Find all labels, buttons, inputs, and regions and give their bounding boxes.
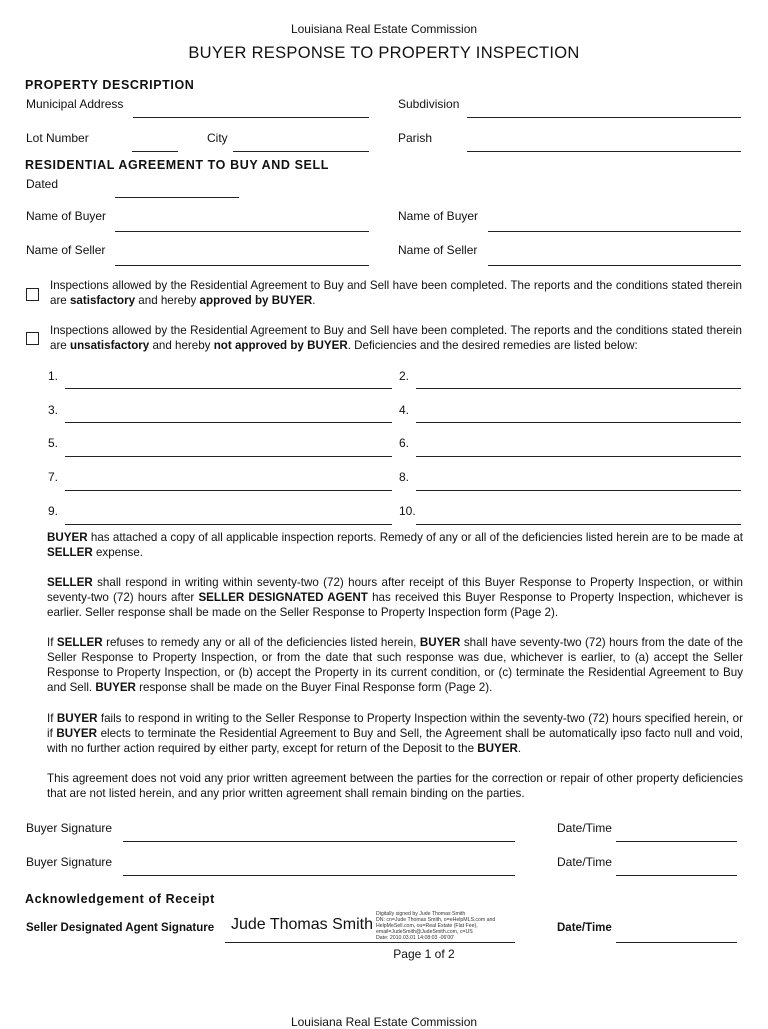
buyer-signature-field-2[interactable] <box>123 875 515 876</box>
paragraph-prior-agreement: This agreement does not void any prior written agreement between the parties for the correction or repair of other property deficiencies that are not listed herein, and any prior written agreement shall remain binding on the parties. <box>47 772 743 800</box>
satisfactory-checkbox[interactable] <box>26 288 39 301</box>
deficiency-number-4: 4. <box>399 403 410 417</box>
paragraph-buyer-reports: BUYER has attached a copy of all applicable inspection reports. Remedy of any or all of the deficiencies listed herein are to be made at SELLER expense. <box>47 531 743 559</box>
dated-field[interactable] <box>115 197 239 198</box>
paragraph-seller-refuses: If SELLER refuses to remedy any or all of the deficiencies listed herein, BUYER shall have seventy-two (72) hours from the date of the Seller Response to Property Inspection, or from the date that such response was due, whichever is earlier, to (a) accept the Seller Response to Property Inspection, or (b) accept the Property in its current condition, or (c) terminate the Residential Agreement to Buy and Sell. BUYER response shall be made on the Buyer Final Response form (Page 2). <box>47 636 743 694</box>
page-number: Page 1 of 2 <box>393 947 455 961</box>
agent-signature-label: Seller Designated Agent Signature <box>26 922 215 934</box>
seller-name-label-1: Name of Seller <box>26 243 106 257</box>
deficiency-field-3[interactable] <box>65 422 392 423</box>
paragraph-seller-response: SELLER shall respond in writing within seventy-two (72) hours after receipt of this Buyer Response to Property Inspection, or within seventy-two (72) hours after SELLER DESIGNATED AGENT has received this Buyer Response to Property Inspection, whichever is earlier. Seller response shall be made on the Seller Response to Property Inspection form (Page 2). <box>47 576 743 619</box>
digital-signature-details: Digitally signed by Jude Thomas Smith DN: cn=Jude Thomas Smith, o=eHelpMLS.com and HelpMeSell.com, ou=Real Estate (Flat Fee), email=JudeSmith@JudeSmith.com, c=US Date: 2010.03.01 14:08:03 -06'00' <box>376 911 496 941</box>
deficiency-number-1: 1. <box>48 369 59 383</box>
deficiency-field-10[interactable] <box>416 524 741 525</box>
deficiency-field-7[interactable] <box>65 490 392 491</box>
seller-name-field-1[interactable] <box>115 265 369 266</box>
buyer-signature-field-1[interactable] <box>123 841 515 842</box>
buyer-name-field-1[interactable] <box>115 231 369 232</box>
agent-datetime-label: Date/Time <box>557 922 612 934</box>
unsatisfactory-checkbox[interactable] <box>26 332 39 345</box>
parish-label: Parish <box>398 131 433 145</box>
buyer-name-field-2[interactable] <box>488 231 741 232</box>
page-title: BUYER RESPONSE TO PROPERTY INSPECTION <box>188 44 580 62</box>
lot-number-label: Lot Number <box>26 131 89 145</box>
municipal-address-label: Municipal Address <box>26 97 124 111</box>
deficiency-number-2: 2. <box>399 369 410 383</box>
buyer-signature-label-2: Buyer Signature <box>26 855 113 869</box>
deficiency-field-4[interactable] <box>416 422 741 423</box>
agency-name: Louisiana Real Estate Commission <box>290 22 478 36</box>
deficiency-field-9[interactable] <box>65 524 392 525</box>
deficiency-number-8: 8. <box>399 470 410 484</box>
municipal-address-field[interactable] <box>133 117 369 118</box>
dated-label: Dated <box>26 177 59 191</box>
deficiency-field-6[interactable] <box>416 456 741 457</box>
subdivision-label: Subdivision <box>398 97 460 111</box>
seller-name-label-2: Name of Seller <box>398 243 478 257</box>
satisfactory-statement: Inspections allowed by the Residential Agreement to Buy and Sell have been completed. The reports and the conditions stated therein are satisfactory and hereby approved by BUYER. <box>50 279 742 307</box>
agreement-section-title: RESIDENTIAL AGREEMENT TO BUY AND SELL <box>25 158 329 172</box>
deficiency-number-6: 6. <box>399 436 410 450</box>
city-field[interactable] <box>233 151 369 152</box>
deficiency-field-2[interactable] <box>416 388 741 389</box>
buyer-name-label-2: Name of Buyer <box>398 209 479 223</box>
datetime-field-1[interactable] <box>616 841 737 842</box>
deficiency-number-9: 9. <box>48 504 59 518</box>
agent-datetime-field[interactable] <box>616 942 737 943</box>
unsatisfactory-statement: Inspections allowed by the Residential Agreement to Buy and Sell have been completed. The reports and the conditions stated therein are unsatisfactory and hereby not approved by BUYER. Deficiencies and the desired remedies are listed below: <box>50 324 742 352</box>
datetime-label-1: Date/Time <box>557 821 612 835</box>
next-page-agency-name: Louisiana Real Estate Commission <box>290 1015 478 1029</box>
seller-name-field-2[interactable] <box>488 265 741 266</box>
datetime-field-2[interactable] <box>616 875 737 876</box>
digital-signature-name: Jude Thomas Smith <box>231 916 373 933</box>
deficiency-field-8[interactable] <box>416 490 741 491</box>
deficiency-number-3: 3. <box>48 403 59 417</box>
property-section-title: PROPERTY DESCRIPTION <box>25 78 195 92</box>
city-label: City <box>207 131 228 145</box>
deficiency-number-10: 10. <box>399 504 416 518</box>
acknowledgement-title: Acknowledgement of Receipt <box>25 892 215 906</box>
datetime-label-2: Date/Time <box>557 855 612 869</box>
subdivision-field[interactable] <box>467 117 741 118</box>
paragraph-buyer-fails: If BUYER fails to respond in writing to the Seller Response to Property Inspection within the seventy-two (72) hours specified herein, or if BUYER elects to terminate the Residential Agreement to Buy and Sell, the Agreement shall be automatically ipso facto null and void, with no further action required by either party, except for return of the Deposit to the BUYER. <box>47 712 743 755</box>
agent-signature-field[interactable] <box>225 942 515 943</box>
deficiency-number-5: 5. <box>48 436 59 450</box>
buyer-signature-label-1: Buyer Signature <box>26 821 113 835</box>
deficiency-field-5[interactable] <box>65 456 392 457</box>
parish-field[interactable] <box>467 151 741 152</box>
deficiency-field-1[interactable] <box>65 388 392 389</box>
lot-number-field[interactable] <box>132 151 178 152</box>
buyer-name-label-1: Name of Buyer <box>26 209 107 223</box>
deficiency-number-7: 7. <box>48 470 59 484</box>
